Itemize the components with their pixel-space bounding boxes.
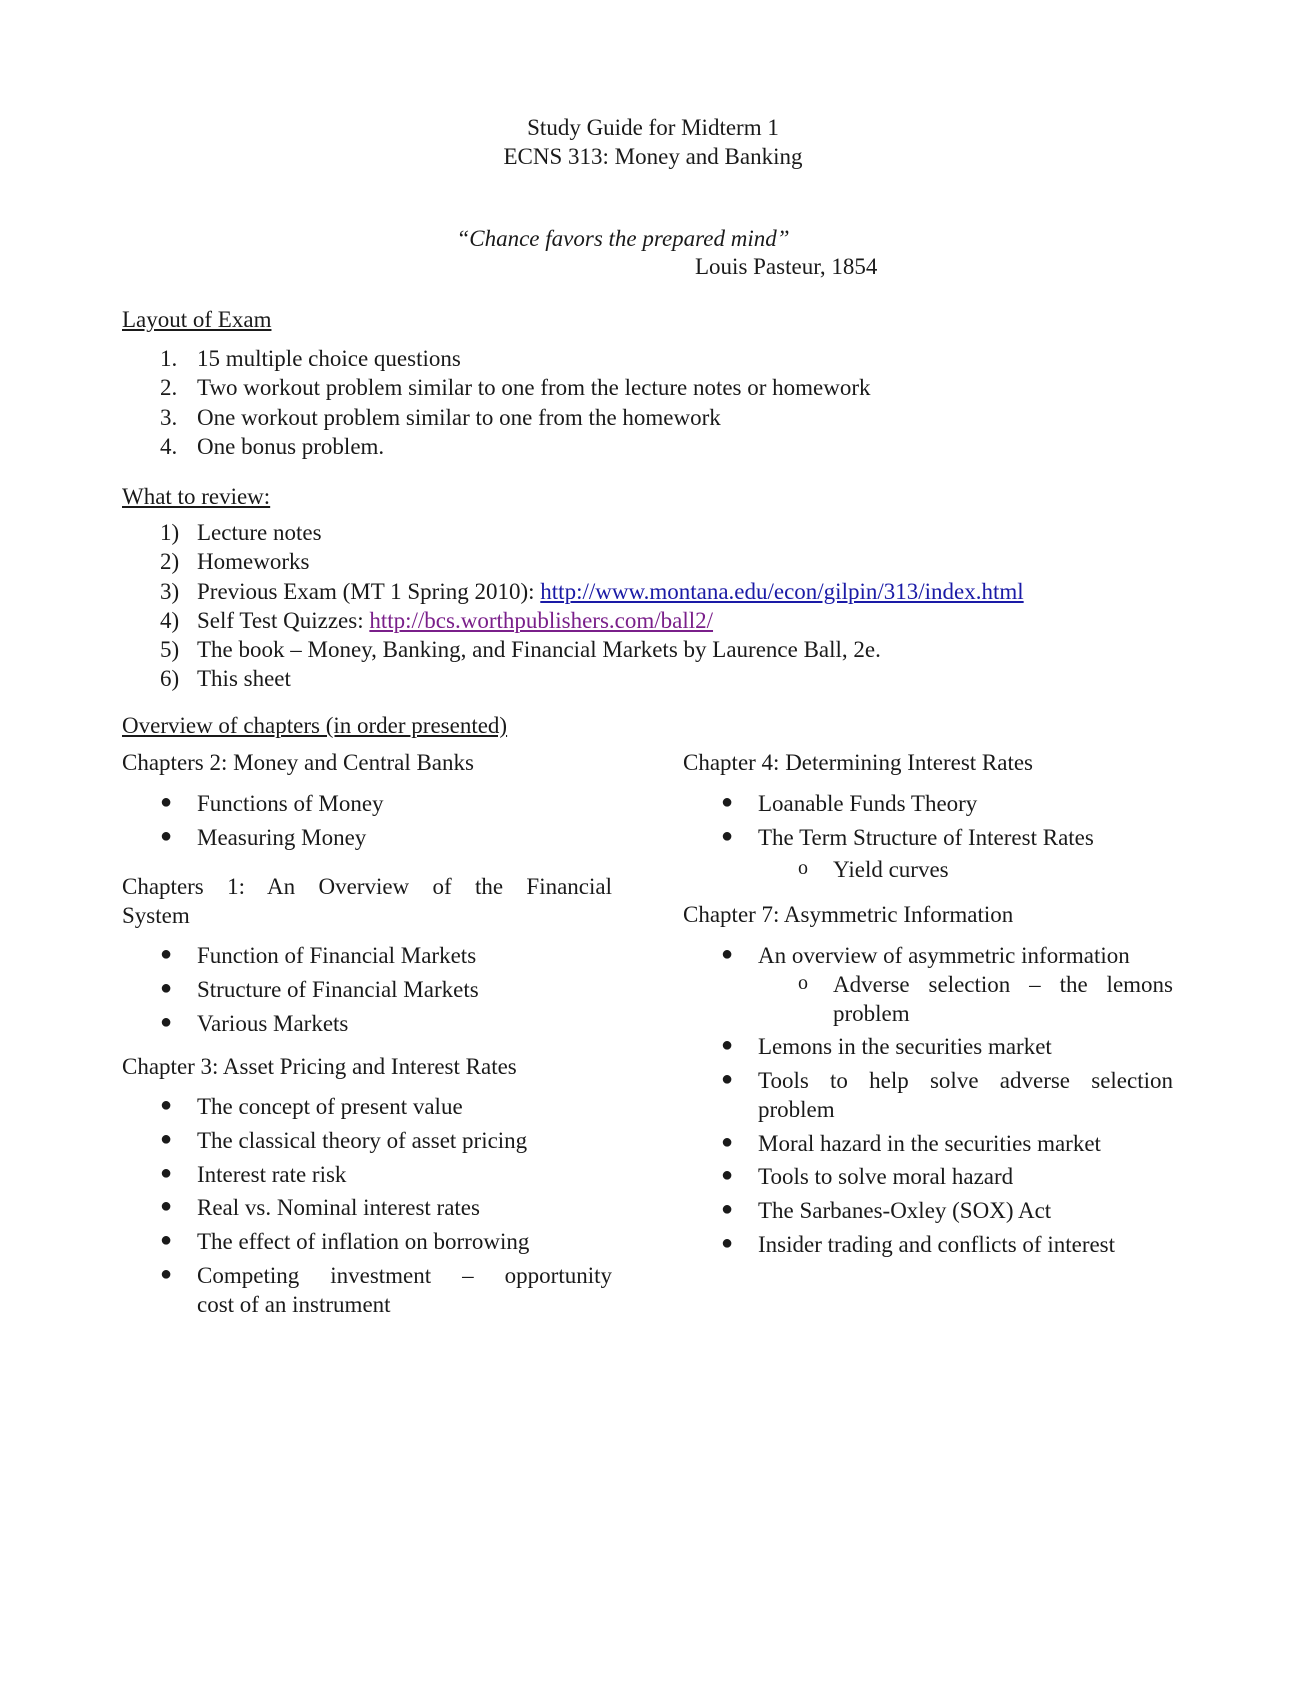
chapter-4-title: Chapter 4: Determining Interest Rates — [683, 750, 1034, 775]
list-item: 1) Lecture notes — [160, 520, 322, 545]
chapter-3-list — [122, 1093, 612, 1324]
sub-list-item: o Adverse selection – the lemons problem — [798, 971, 1173, 1026]
list-item: 4) Self Test Quizzes: http://bcs.worthpublishers.com/ball2/ — [160, 607, 714, 633]
document-title: Study Guide for Midterm 1 — [527, 115, 779, 140]
overview-heading: Overview of chapters (in order presented) — [122, 713, 508, 738]
list-item: ● Functions of Money — [160, 791, 384, 816]
list-item: ● Structure of Financial Markets — [160, 976, 479, 1002]
what-to-review-heading: What to review: — [122, 484, 271, 509]
quote-attribution: Louis Pasteur, 1854 — [695, 254, 878, 279]
list-item: 5) The book – Money, Banking, and Financial Markets by Laurence Ball, 2e. — [160, 637, 881, 663]
list-item: ● An overview of asymmetric information o Adverse selection – the lemons problem — [683, 942, 1173, 1028]
sub-list — [758, 971, 1173, 1029]
chapter-7-list — [683, 942, 1173, 1265]
list-item: 2) Homeworks — [160, 549, 310, 575]
list-item: ● Various Markets — [160, 1010, 349, 1036]
chapter-1-title: Chapters 1: An Overview of the Financial System — [122, 874, 612, 928]
chapter-2-title: Chapters 2: Money and Central Banks — [122, 750, 474, 775]
chapter-2-list — [122, 790, 612, 858]
sub-list-item: o Yield curves — [798, 856, 949, 882]
list-item: ● Real vs. Nominal interest rates — [160, 1195, 480, 1221]
list-item: 4. One bonus problem. — [160, 433, 385, 459]
previous-exam-link[interactable]: http://www.montana.edu/econ/gilpin/313/index.html — [540, 578, 1024, 604]
list-item: 3) Previous Exam (MT 1 Spring 2010): http://www.montana.edu/econ/gilpin/313/index.html — [160, 578, 1024, 604]
chapter-4-list — [683, 790, 1173, 889]
list-item: ● The classical theory of asset pricing — [160, 1127, 528, 1153]
list-item: ● Tools to solve moral hazard — [721, 1164, 1014, 1190]
list-item: ● Moral hazard in the securities market — [721, 1130, 1101, 1156]
list-item: ● Tools to help solve adverse selection problem — [721, 1068, 1173, 1122]
quote-text: “Chance favors the prepared mind” — [456, 226, 790, 251]
layout-of-exam-heading: Layout of Exam — [122, 307, 272, 332]
list-item: 3. One workout problem similar to one from the homework — [160, 404, 721, 430]
list-item: ● Function of Financial Markets — [160, 943, 477, 968]
list-item: ● The Sarbanes-Oxley (SOX) Act — [721, 1198, 1052, 1223]
sub-list — [758, 856, 1173, 885]
list-item: ● Insider trading and conflicts of interest — [721, 1231, 1116, 1257]
list-item: 2. Two workout problem similar to one from the lecture notes or homework — [160, 375, 871, 401]
list-item: 6) This sheet — [160, 666, 291, 692]
self-test-quizzes-link[interactable]: http://bcs.worthpublishers.com/ball2/ — [369, 607, 714, 633]
list-item: ● Measuring Money — [160, 824, 367, 850]
list-item: ● Lemons in the securities market — [721, 1034, 1052, 1060]
list-item: 1. 15 multiple choice questions — [160, 346, 461, 371]
course-title: ECNS 313: Money and Banking — [503, 144, 803, 169]
list-item: ● The effect of inflation on borrowing — [160, 1229, 530, 1254]
chapter-1-list — [122, 942, 612, 1043]
chapter-3-title: Chapter 3: Asset Pricing and Interest Rates — [122, 1054, 517, 1079]
chapter-7-title: Chapter 7: Asymmetric Information — [683, 902, 1014, 927]
left-column — [122, 0, 612, 1692]
right-column — [683, 0, 1173, 1692]
list-item: ● The Term Structure of Interest Rates o Yield curves — [683, 824, 1173, 885]
list-item: ● Interest rate risk — [160, 1161, 347, 1187]
list-item: ● Loanable Funds Theory — [721, 791, 978, 816]
list-item: ● Competing investment – opportunity cost of an instrument — [160, 1262, 612, 1317]
list-item: ● The concept of present value — [160, 1094, 463, 1119]
